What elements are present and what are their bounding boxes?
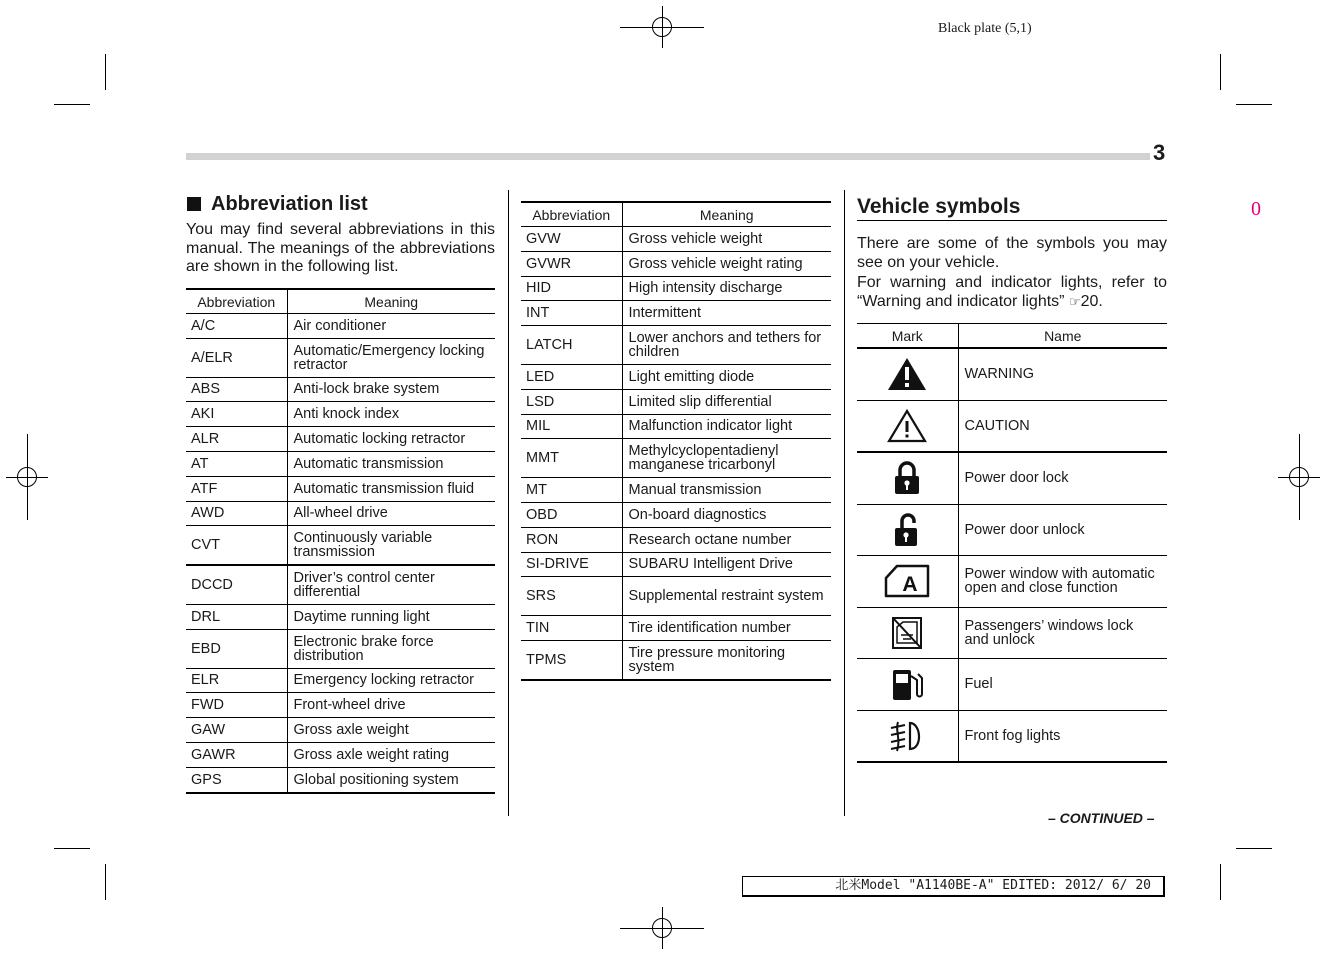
abbr-cell: LED — [521, 364, 622, 389]
table-row — [186, 427, 495, 452]
abbr-cell: LATCH — [521, 326, 622, 365]
mark-cell — [857, 504, 958, 556]
meaning-cell: Methylcyclopentadienyl manganese tricarbonyl — [622, 439, 831, 478]
name-cell: Power door lock — [958, 452, 1167, 504]
table-row — [521, 364, 831, 389]
name-cell: CAUTION — [958, 400, 1167, 452]
table-row — [186, 501, 495, 526]
abbr-cell: GPS — [186, 767, 287, 792]
abbr-cell: FWD — [186, 693, 287, 718]
header-bar — [186, 153, 1150, 160]
name-cell: Power window with automatic open and close function — [958, 556, 1167, 608]
table-row — [857, 452, 1167, 504]
abbr-cell: OBD — [521, 502, 622, 527]
meaning-cell: Emergency locking retractor — [287, 668, 495, 693]
table-row — [186, 565, 495, 604]
mark-cell — [857, 710, 958, 762]
meaning-cell: Gross vehicle weight rating — [622, 251, 831, 276]
abbr-cell: MMT — [521, 439, 622, 478]
intro-paragraph-1: There are some of the symbols you may see on your vehicle. — [857, 235, 1167, 271]
meaning-cell: SUBARU Intelligent Drive — [622, 552, 831, 577]
meaning-cell: High intensity discharge — [622, 276, 831, 301]
abbr-cell: TPMS — [521, 640, 622, 679]
abbr-cell: ALR — [186, 427, 287, 452]
col-header-meaning: Meaning — [287, 289, 495, 314]
abbr-cell: ABS — [186, 377, 287, 402]
table-row — [521, 502, 831, 527]
abbr-cell: SI-DRIVE — [521, 552, 622, 577]
mark-cell — [857, 556, 958, 608]
abbr-cell: HID — [521, 276, 622, 301]
meaning-cell: Air conditioner — [287, 314, 495, 339]
abbr-cell: MT — [521, 478, 622, 503]
table-header-row — [857, 324, 1167, 349]
footer-edit-info: 北米Model "A1140BE-A" EDITED: 2012/ 6/ 20 — [742, 876, 1165, 897]
abbr-cell: MIL — [521, 414, 622, 439]
col-header-mark: Mark — [857, 324, 958, 349]
meaning-cell: Driver’s control center differential — [287, 565, 495, 604]
meaning-cell: Lower anchors and tethers for children — [622, 326, 831, 365]
table-row — [521, 326, 831, 365]
table-row — [857, 400, 1167, 452]
table-row — [186, 604, 495, 629]
mark-cell — [857, 452, 958, 504]
table-row — [186, 377, 495, 402]
name-cell: Front fog lights — [958, 710, 1167, 762]
table-row — [521, 527, 831, 552]
continued-label: – CONTINUED – — [1048, 810, 1155, 826]
abbr-cell: TIN — [521, 616, 622, 641]
margin-tab-mark: 0 — [1251, 198, 1261, 220]
abbr-cell: SRS — [521, 577, 622, 616]
meaning-cell: Continuously variable transmission — [287, 526, 495, 565]
meaning-cell: Automatic locking retractor — [287, 427, 495, 452]
abbr-cell: CVT — [186, 526, 287, 565]
mark-cell — [857, 400, 958, 452]
abbr-cell: GAW — [186, 718, 287, 743]
abbr-cell: AWD — [186, 501, 287, 526]
table-header-row — [521, 202, 831, 227]
table-row — [857, 659, 1167, 711]
vehicle-symbols-table — [857, 323, 1167, 763]
unlock-icon — [892, 513, 922, 547]
abbr-cell: EBD — [186, 629, 287, 668]
vehicle-symbols-intro — [857, 235, 1167, 311]
meaning-cell: Anti-lock brake system — [287, 377, 495, 402]
meaning-cell: Global positioning system — [287, 767, 495, 792]
table-row — [521, 227, 831, 252]
meaning-cell: Gross axle weight — [287, 718, 495, 743]
table-row — [521, 616, 831, 641]
table-row — [186, 668, 495, 693]
table-row — [521, 478, 831, 503]
abbr-cell: GVW — [521, 227, 622, 252]
abbreviation-table-right — [521, 201, 831, 681]
plate-label: Black plate (5,1) — [938, 21, 1032, 36]
meaning-cell: Gross vehicle weight — [622, 227, 831, 252]
abbreviation-intro: You may find several abbreviations in this manual. The meanings of the abbreviations are shown in the following list. — [186, 221, 495, 275]
table-row — [186, 338, 495, 377]
meaning-cell: Tire pressure monitoring system — [622, 640, 831, 679]
heading-rule — [857, 220, 1167, 221]
warning-icon — [887, 357, 927, 391]
meaning-cell: Electronic brake force distribution — [287, 629, 495, 668]
abbr-cell: INT — [521, 301, 622, 326]
col-header-abbreviation: Abbreviation — [521, 202, 622, 227]
abbreviation-heading: Abbreviation list — [187, 193, 368, 216]
meaning-cell: Gross axle weight rating — [287, 742, 495, 767]
abbr-cell: AKI — [186, 402, 287, 427]
table-row — [186, 767, 495, 792]
table-row — [521, 251, 831, 276]
mark-cell — [857, 659, 958, 711]
window-lock-icon — [889, 615, 925, 651]
intro-paragraph-2: For warning and indicator lights, refer to “Warning and indicator lights” ☞20. — [857, 274, 1167, 310]
abbr-cell: RON — [521, 527, 622, 552]
table-row — [857, 710, 1167, 762]
table-row — [186, 629, 495, 668]
meaning-cell: Daytime running light — [287, 604, 495, 629]
table-row — [521, 552, 831, 577]
col-header-abbreviation: Abbreviation — [186, 289, 287, 314]
page-number: 3 — [1153, 140, 1166, 165]
abbr-cell: DCCD — [186, 565, 287, 604]
abbr-cell: A/C — [186, 314, 287, 339]
meaning-cell: Automatic transmission — [287, 451, 495, 476]
table-row — [521, 439, 831, 478]
meaning-cell: All-wheel drive — [287, 501, 495, 526]
abbr-cell: LSD — [521, 389, 622, 414]
page-reference-icon: ☞ — [1068, 293, 1081, 309]
meaning-cell: Front-wheel drive — [287, 693, 495, 718]
abbr-cell: AT — [186, 451, 287, 476]
table-row — [521, 640, 831, 679]
abbr-cell: GAWR — [186, 742, 287, 767]
meaning-cell: Automatic/Emergency locking retractor — [287, 338, 495, 377]
abbreviation-table-left — [186, 288, 495, 794]
fog-light-icon — [887, 719, 927, 753]
abbr-cell: ELR — [186, 668, 287, 693]
caution-icon — [887, 409, 927, 443]
table-row — [186, 314, 495, 339]
meaning-cell: Supplemental restraint system — [622, 577, 831, 616]
meaning-cell: On-board diagnostics — [622, 502, 831, 527]
meaning-cell: Tire identification number — [622, 616, 831, 641]
power-window-auto-icon — [883, 564, 931, 598]
table-row — [186, 526, 495, 565]
table-row — [521, 276, 831, 301]
column-divider-1 — [508, 190, 509, 816]
mark-cell — [857, 607, 958, 659]
name-cell: Passengers’ windows lock and unlock — [958, 607, 1167, 659]
table-row — [857, 607, 1167, 659]
abbr-cell: ATF — [186, 476, 287, 501]
power-window-letter: A — [902, 573, 918, 597]
meaning-cell: Malfunction indicator light — [622, 414, 831, 439]
lock-icon — [892, 461, 922, 495]
vehicle-symbols-heading: Vehicle symbols — [857, 195, 1021, 218]
table-row — [857, 504, 1167, 556]
meaning-cell: Light emitting diode — [622, 364, 831, 389]
table-row — [186, 476, 495, 501]
meaning-cell: Research octane number — [622, 527, 831, 552]
table-row — [186, 718, 495, 743]
table-row — [857, 348, 1167, 400]
meaning-cell: Anti knock index — [287, 402, 495, 427]
table-header-row — [186, 289, 495, 314]
table-row — [186, 693, 495, 718]
column-divider-2 — [844, 190, 845, 816]
meaning-cell: Limited slip differential — [622, 389, 831, 414]
abbr-cell: DRL — [186, 604, 287, 629]
table-row — [521, 301, 831, 326]
page-reference-link[interactable]: 20. — [1080, 292, 1103, 310]
col-header-meaning: Meaning — [622, 202, 831, 227]
col-header-name: Name — [958, 324, 1167, 349]
name-cell: Fuel — [958, 659, 1167, 711]
table-row — [521, 414, 831, 439]
table-row — [186, 402, 495, 427]
table-row — [186, 451, 495, 476]
name-cell: WARNING — [958, 348, 1167, 400]
name-cell: Power door unlock — [958, 504, 1167, 556]
table-row — [857, 556, 1167, 608]
meaning-cell: Automatic transmission fluid — [287, 476, 495, 501]
square-bullet-icon — [187, 197, 201, 211]
table-row — [186, 742, 495, 767]
meaning-cell: Intermittent — [622, 301, 831, 326]
meaning-cell: Manual transmission — [622, 478, 831, 503]
table-row — [521, 389, 831, 414]
table-row — [521, 577, 831, 616]
fuel-icon — [890, 666, 924, 702]
abbr-cell: GVWR — [521, 251, 622, 276]
mark-cell — [857, 348, 958, 400]
abbr-cell: A/ELR — [186, 338, 287, 377]
